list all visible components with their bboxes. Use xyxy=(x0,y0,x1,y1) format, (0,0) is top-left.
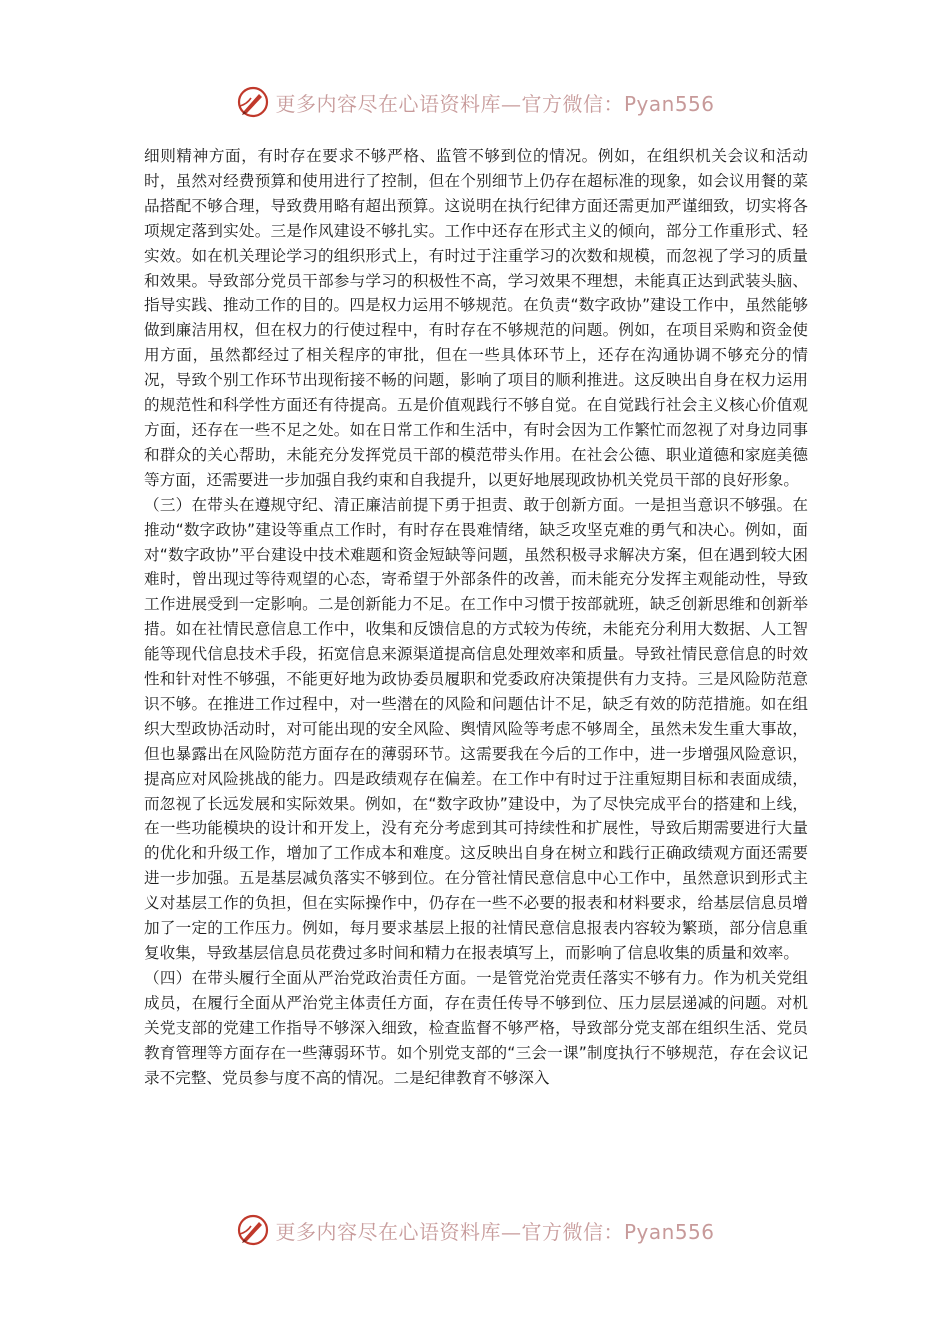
footer-watermark-text xyxy=(275,1216,714,1245)
body-paragraph-1: 细则精神方面，有时存在要求不够严格、监管不够到位的情况。例如，在组织机关会议和活动时，虽然对经费预算和使用进行了控制，但在个别细节上仍存在超标准的现象，如会议用餐的菜品搭配不够合理，导致费用略有超出预算。这说明在执行纪律方面还需更加严谨细致，切实将各项规定落到实处。三是作风建设不够扎实。工作中还存在形式主义的倾向，部分工作重形式、轻实效。如在机关理论学习的组织形式上，有时过于注重学习的次数和规模，而忽视了学习的质量和效果。导致部分党员干部参与学习的积极性不高，学习效果不理想，未能真正达到武装头脑、指导实践、推动工作的目的。四是权力运用不够规范。在负责“数字政协”建设工作中，虽然能够做到廉洁用权，但在权力的行使过程中，有时存在不够规范的问题。例如，在项目采购和资金使用方面，虽然都经过了相关程序的审批，但在一些具体环节上，还存在沟通协调不够充分的情况，导致个别工作环节出现衔接不畅的问题，影响了项目的顺利推进。这反映出自身在权力运用的规范性和科学性方面还有待提高。五是价值观践行不够自觉。在自觉践行社会主义核心价值观方面，还存在一些不足之处。如在日常工作和生活中，有时会因为工作繁忙而忽视了对身边同事和群众的关心帮助，未能充分发挥党员干部的模范带头作用。在社会公德、职业道德和家庭美德等方面，还需要进一步加强自我约束和自我提升，以更好地展现政协机关党员干部的良好形象。 xyxy=(144,147,808,489)
document-body xyxy=(144,144,808,1090)
header-watermark-text xyxy=(275,88,714,117)
body-paragraph-2: （三）在带头在遵规守纪、清正廉洁前提下勇于担责、敢于创新方面。一是担当意识不够强。在推动“数字政协”建设等重点工作时，有时存在畏难情绪，缺乏攻坚克难的勇气和决心。例如，面对“数字政协”平台建设中技术难题和资金短缺等问题，虽然积极寻求解决方案，但在遇到较大困难时，曾出现过等待观望的心态，寄希望于外部条件的改善，而未能充分发挥主观能动性，导致工作进展受到一定影响。二是创新能力不足。在工作中习惯于按部就班，缺乏创新思维和创新举措。如在社情民意信息工作中，收集和反馈信息的方式较为传统，未能充分利用大数据、人工智能等现代信息技术手段，拓宽信息来源渠道提高信息处理效率和质量。导致社情民意信息的时效性和针对性不够强，不能更好地为政协委员履职和党委政府决策提供有力支持。三是风险防范意识不够。在推进工作过程中，对一些潜在的风险和问题估计不足，缺乏有效的防范措施。如在组织大型政协活动时，对可能出现的安全风险、舆情风险等考虑不够周全，虽然未发生重大事故，但也暴露出在风险防范方面存在的薄弱环节。这需要我在今后的工作中，进一步增强风险意识，提高应对风险挑战的能力。四是政绩观存在偏差。在工作中有时过于注重短期目标和表面成绩，而忽视了长远发展和实际效果。例如，在“数字政协”建设中，为了尽快完成平台的搭建和上线，在一些功能模块的设计和开发上，没有充分考虑到其可持续性和扩展性，导致后期需要进行大量的优化和升级工作，增加了工作成本和难度。这反映出自身在树立和践行正确政绩观方面还需要进一步加强。五是基层减负落实不够到位。在分管社情民意信息中心工作中，虽然意识到形式主义对基层工作的负担，但在实际操作中，仍存在一些不必要的报表和材料要求，给基层信息员增加了一定的工作压力。例如，每月要求基层上报的社情民意信息报表内容较为繁琐，部分信息重复收集，导致基层信息员花费过多时间和精力在报表填写上，而影响了信息收集的质量和效率。 xyxy=(144,495,808,962)
pen-logo-icon xyxy=(235,1212,271,1248)
footer-watermark-id: Pyan556 xyxy=(623,1219,715,1244)
header-watermark-id: Pyan556 xyxy=(623,91,715,116)
footer-watermark-banner xyxy=(0,1212,950,1248)
header-watermark-banner xyxy=(0,84,950,120)
header-watermark-main: 更多内容尽在心语资料库—官方微信： xyxy=(275,91,624,116)
pen-logo-icon xyxy=(235,84,271,120)
footer-watermark-main: 更多内容尽在心语资料库—官方微信： xyxy=(275,1219,624,1244)
body-paragraph-3: （四）在带头履行全面从严治党政治责任方面。一是管党治党责任落实不够有力。作为机关党组成员，在履行全面从严治党主体责任方面，存在责任传导不够到位、压力层层递减的问题。对机关党支部的党建工作指导不够深入细致，检查监督不够严格，导致部分党支部在组织生活、党员教育管理等方面存在一些薄弱环节。如个别党支部的“三会一课”制度执行不够规范，存在会议记录不完整、党员参与度不高的情况。二是纪律教育不够深入 xyxy=(144,968,808,1087)
